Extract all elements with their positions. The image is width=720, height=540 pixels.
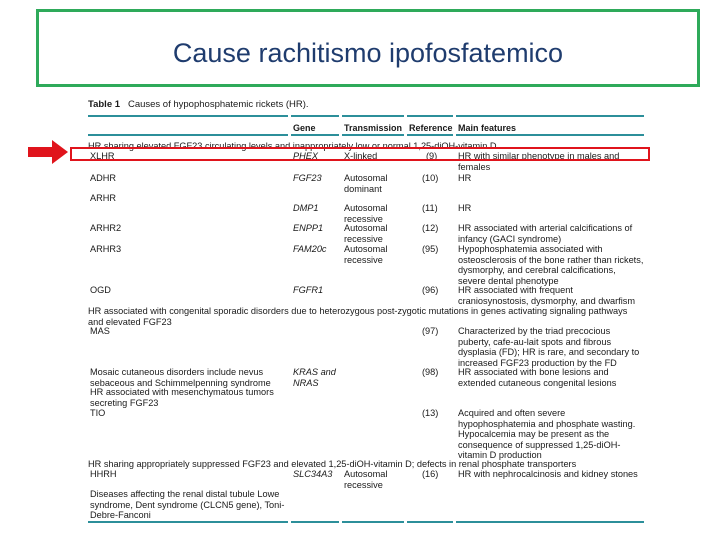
header-rule-4 [407, 115, 453, 117]
row-hhrh-reference: (16) [422, 469, 439, 479]
row-tio-cause: TIO [90, 408, 106, 418]
row-mas-features: Characterized by the triad precocious puberty, cafe-au-lait spots and fibrous dysplasia (FD); HR is rare, and secondary to increased FGF23 production by the FD [458, 326, 640, 368]
title-box [36, 9, 700, 87]
row-arhr3-features: Hypophosphatemia associated with osteosclerosis of the bone rather than rickets, dysmorphy, and cerebral calcifications, severe dental phenotype [458, 244, 644, 286]
row-arhr1-reference: (11) [422, 203, 438, 213]
footer-rule-5 [456, 521, 644, 523]
red-arrow-icon [28, 140, 68, 164]
row-mosaic-reference: (98) [422, 367, 439, 377]
row-xlhr-cause: XLHR [90, 151, 115, 161]
row-adhr-cause: ADHR [90, 173, 117, 183]
header-rule-bottom-1 [88, 134, 288, 136]
header-rule-bottom-2 [291, 134, 339, 136]
row-xlhr-features: HR with similar phenotype in males and females [458, 151, 620, 172]
row-mas-cause: MAS [90, 326, 110, 336]
footer-rule-3 [342, 521, 404, 523]
header-gene: Gene [293, 123, 316, 133]
row-adhr-reference: (10) [422, 173, 439, 183]
header-rule-2 [291, 115, 339, 117]
footer-rule-1 [88, 521, 288, 523]
row-arhr3-gene: FAM20c [293, 244, 327, 254]
row-arhr1-gene: DMP1 [293, 203, 319, 213]
row-hhrh-gene: SLC34A3 [293, 469, 333, 479]
row-mosaic-features: HR associated with bone lesions and extended cutaneous congenital lesions [458, 367, 617, 388]
row-arhr2-features: HR associated with arterial calcifications of infancy (GACI syndrome) [458, 223, 633, 244]
row-arhr3-reference: (95) [422, 244, 439, 254]
row-hhrh-transmission: Autosomal recessive [344, 469, 388, 490]
row-arhr1-features: HR [458, 203, 472, 213]
section-heading-1: HR sharing elevated FGF23 circulating levels and inappropriately low or normal 1,25-diOH-vitamin D [88, 141, 497, 151]
highlight-box [70, 147, 650, 161]
row-arhr-cause: ARHR [90, 193, 117, 203]
header-rule-3 [342, 115, 404, 117]
row-arhr2-cause: ARHR2 [90, 223, 122, 233]
row-xlhr-gene: PHEX [293, 151, 319, 161]
section-heading-2: HR associated with congenital sporadic disorders due to heterozygous post-zygotic mutations in genes activating signaling pathways and elevated FGF23 [88, 306, 628, 327]
row-hhrh-cause: HHRH [90, 469, 117, 479]
row-tio-features: Acquired and often severe hypophosphatemia and phosphate wasting. Hypocalcemia may be present as the consequence of suppressed 1,25-diOH-vitamin D production [458, 408, 636, 460]
table-image [88, 97, 644, 527]
row-renal-cause: Diseases affecting the renal distal tubule Lowe syndrome, Dent syndrome (CLCN5 gene), Toni-Debre-Fanconi [90, 489, 285, 520]
row-arhr3-transmission: Autosomal recessive [344, 244, 388, 265]
row-tio-reference: (13) [422, 408, 439, 418]
row-arhr1-transmission: Autosomal recessive [344, 203, 388, 224]
row-adhr-features: HR [458, 173, 472, 183]
row-hhrh-features: HR with nephrocalcinosis and kidney stones [458, 469, 638, 479]
row-adhr-gene: FGF23 [293, 173, 322, 183]
header-rule-bottom-5 [456, 134, 644, 136]
row-ogd-gene: FGFR1 [293, 285, 324, 295]
header-rule-bottom-3 [342, 134, 404, 136]
footer-rule-2 [291, 521, 339, 523]
header-transmission: Transmission [344, 123, 403, 133]
slide-title: Cause rachitismo ipofosfatemico [172, 38, 564, 68]
header-rule-bottom-4 [407, 134, 453, 136]
row-xlhr-transmission: X-linked [344, 151, 378, 161]
table-caption-label: Table 1 [88, 99, 121, 110]
table-caption [88, 100, 309, 111]
row-xlhr-reference: (9) [426, 151, 438, 161]
section-heading-3: HR sharing appropriately suppressed FGF23 and elevated 1,25-diOH-vitamin D; defects in renal phosphate transporters [88, 459, 577, 469]
row-ogd-features: HR associated with frequent craniosynostosis, dysmorphy, and dwarfism [458, 285, 636, 306]
row-mosaic-gene: KRAS and NRAS [293, 367, 336, 388]
header-rule-1 [88, 115, 288, 117]
table-caption-text: Causes of hypophosphatemic rickets (HR). [127, 99, 309, 110]
row-ogd-cause: OGD [90, 285, 111, 295]
row-arhr2-transmission: Autosomal recessive [344, 223, 388, 244]
row-arhr3-cause: ARHR3 [90, 244, 122, 254]
footer-rule-4 [407, 521, 453, 523]
header-features: Main features [458, 123, 517, 133]
row-arhr2-reference: (12) [422, 223, 439, 233]
row-mas-reference: (97) [422, 326, 439, 336]
row-mosaic-cause: Mosaic cutaneous disorders include nevus sebaceous and Schimmelpenning syndrome [90, 367, 271, 388]
row-ogd-reference: (96) [422, 285, 439, 295]
header-rule-5 [456, 115, 644, 117]
header-reference: Reference [409, 123, 453, 133]
row-tumors-cause: HR associated with mesenchymatous tumors secreting FGF23 [90, 387, 274, 408]
row-adhr-transmission: Autosomal dominant [344, 173, 388, 194]
row-arhr2-gene: ENPP1 [293, 223, 324, 233]
